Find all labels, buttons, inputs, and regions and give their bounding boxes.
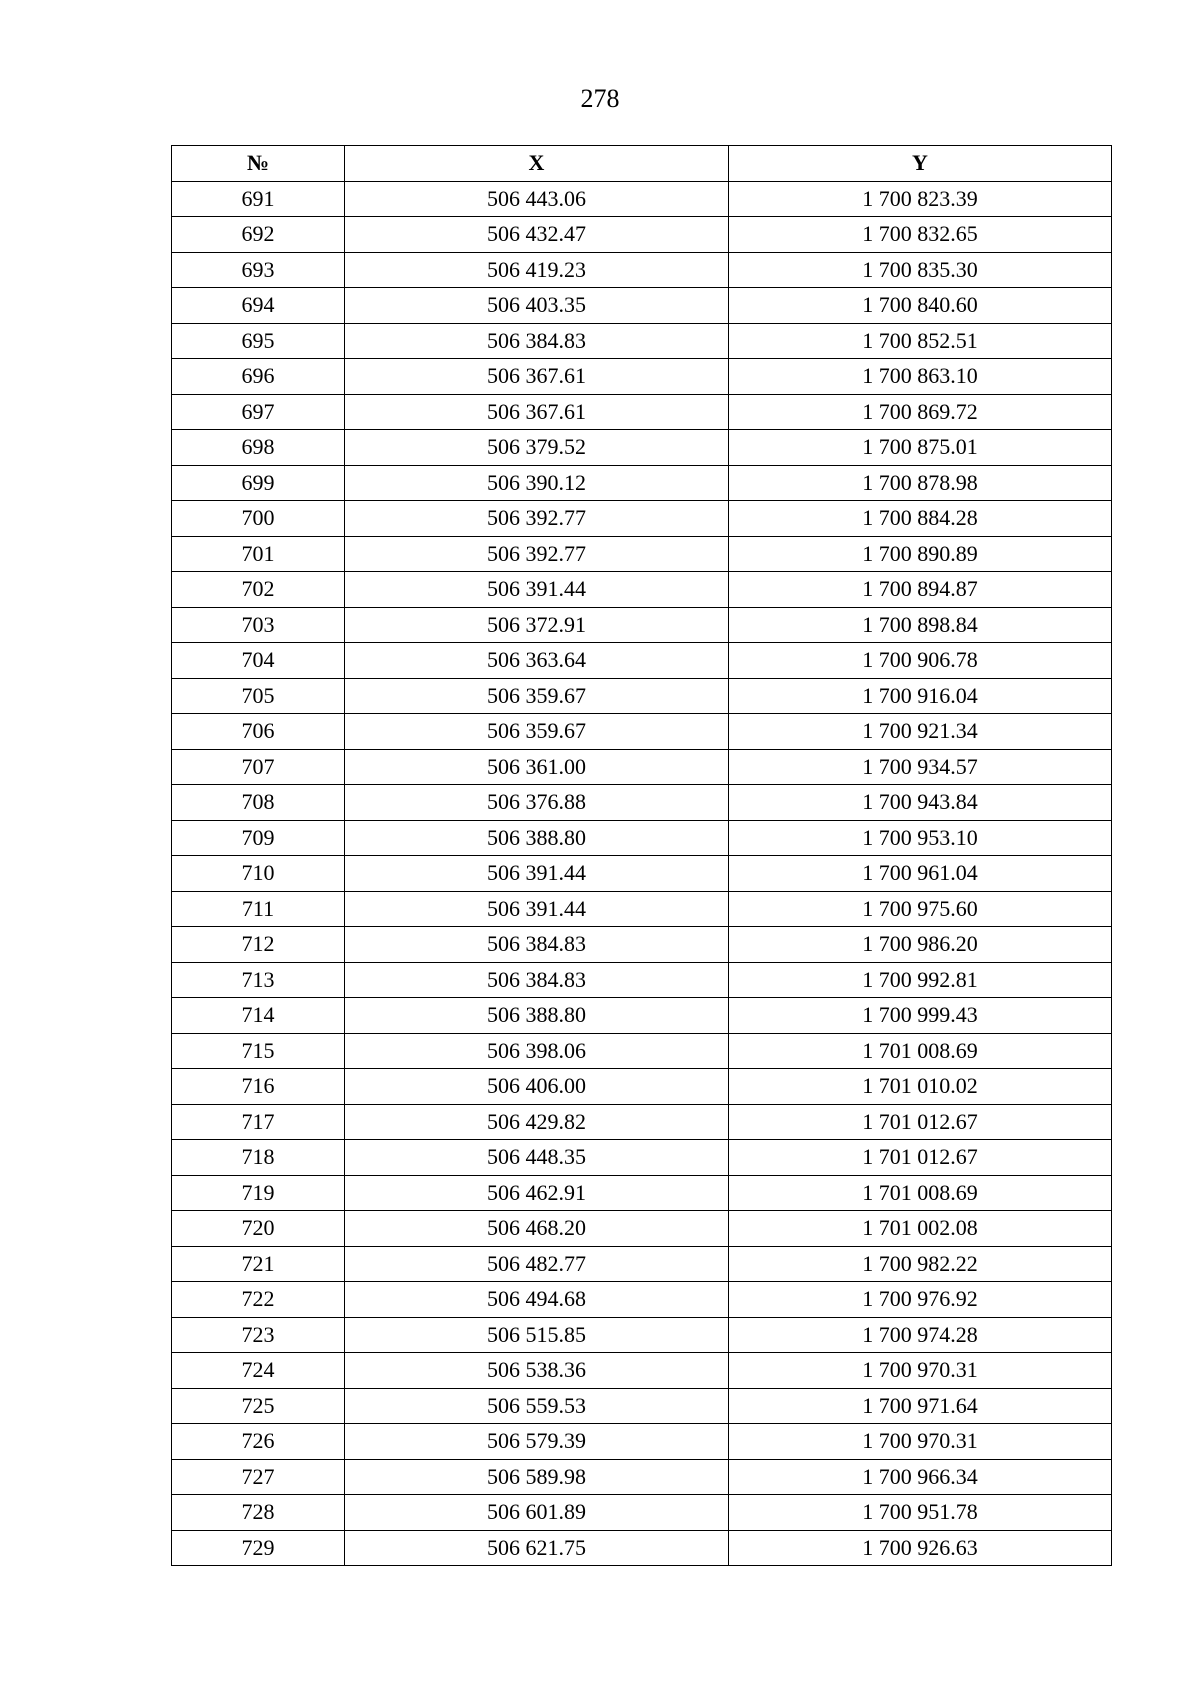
table-row <box>172 678 1112 714</box>
cell-x: 506 392.77 <box>345 501 729 537</box>
header-x: X <box>345 146 729 182</box>
cell-x: 506 367.61 <box>345 359 729 395</box>
cell-y: 1 700 974.28 <box>729 1317 1112 1353</box>
cell-number: 707 <box>172 749 345 785</box>
table-body <box>172 181 1112 1566</box>
cell-y: 1 700 951.78 <box>729 1495 1112 1531</box>
cell-y: 1 700 898.84 <box>729 607 1112 643</box>
cell-number: 695 <box>172 323 345 359</box>
table-row <box>172 785 1112 821</box>
table-row <box>172 288 1112 324</box>
cell-x: 506 538.36 <box>345 1353 729 1389</box>
table-row <box>172 536 1112 572</box>
table-row <box>172 998 1112 1034</box>
cell-number: 723 <box>172 1317 345 1353</box>
table-row <box>172 1495 1112 1531</box>
table-row <box>172 1530 1112 1566</box>
cell-x: 506 392.77 <box>345 536 729 572</box>
cell-y: 1 700 863.10 <box>729 359 1112 395</box>
table-row <box>172 1246 1112 1282</box>
cell-number: 719 <box>172 1175 345 1211</box>
table-row <box>172 1069 1112 1105</box>
cell-x: 506 379.52 <box>345 430 729 466</box>
table-row <box>172 430 1112 466</box>
table-row <box>172 856 1112 892</box>
cell-number: 724 <box>172 1353 345 1389</box>
cell-number: 693 <box>172 252 345 288</box>
cell-x: 506 398.06 <box>345 1033 729 1069</box>
cell-x: 506 384.83 <box>345 323 729 359</box>
cell-number: 725 <box>172 1388 345 1424</box>
cell-x: 506 390.12 <box>345 465 729 501</box>
cell-y: 1 700 999.43 <box>729 998 1112 1034</box>
cell-y: 1 701 002.08 <box>729 1211 1112 1247</box>
table-row <box>172 607 1112 643</box>
cell-number: 714 <box>172 998 345 1034</box>
cell-y: 1 700 878.98 <box>729 465 1112 501</box>
cell-x: 506 391.44 <box>345 856 729 892</box>
cell-number: 704 <box>172 643 345 679</box>
cell-number: 717 <box>172 1104 345 1140</box>
cell-y: 1 700 953.10 <box>729 820 1112 856</box>
cell-x: 506 406.00 <box>345 1069 729 1105</box>
cell-x: 506 388.80 <box>345 998 729 1034</box>
table-row <box>172 394 1112 430</box>
cell-number: 713 <box>172 962 345 998</box>
cell-x: 506 515.85 <box>345 1317 729 1353</box>
cell-y: 1 700 986.20 <box>729 927 1112 963</box>
cell-y: 1 700 976.92 <box>729 1282 1112 1318</box>
cell-number: 711 <box>172 891 345 927</box>
cell-x: 506 372.91 <box>345 607 729 643</box>
cell-number: 705 <box>172 678 345 714</box>
cell-y: 1 700 982.22 <box>729 1246 1112 1282</box>
table-row <box>172 749 1112 785</box>
cell-number: 706 <box>172 714 345 750</box>
table-row <box>172 217 1112 253</box>
cell-y: 1 700 926.63 <box>729 1530 1112 1566</box>
table-row <box>172 181 1112 217</box>
cell-y: 1 700 961.04 <box>729 856 1112 892</box>
table-row <box>172 1424 1112 1460</box>
cell-number: 691 <box>172 181 345 217</box>
cell-x: 506 494.68 <box>345 1282 729 1318</box>
header-number: № <box>172 146 345 182</box>
cell-y: 1 701 012.67 <box>729 1104 1112 1140</box>
cell-number: 692 <box>172 217 345 253</box>
cell-y: 1 700 852.51 <box>729 323 1112 359</box>
cell-x: 506 432.47 <box>345 217 729 253</box>
cell-x: 506 376.88 <box>345 785 729 821</box>
table-row <box>172 927 1112 963</box>
header-y: Y <box>729 146 1112 182</box>
cell-x: 506 419.23 <box>345 252 729 288</box>
cell-number: 701 <box>172 536 345 572</box>
cell-number: 712 <box>172 927 345 963</box>
table-row <box>172 252 1112 288</box>
table-row <box>172 1175 1112 1211</box>
table-row <box>172 962 1112 998</box>
coordinates-table <box>171 145 1112 1566</box>
cell-y: 1 700 975.60 <box>729 891 1112 927</box>
table-row <box>172 714 1112 750</box>
cell-y: 1 700 884.28 <box>729 501 1112 537</box>
cell-x: 506 388.80 <box>345 820 729 856</box>
cell-number: 720 <box>172 1211 345 1247</box>
cell-y: 1 700 894.87 <box>729 572 1112 608</box>
cell-x: 506 384.83 <box>345 927 729 963</box>
cell-y: 1 700 840.60 <box>729 288 1112 324</box>
cell-x: 506 621.75 <box>345 1530 729 1566</box>
table-row <box>172 501 1112 537</box>
table-row <box>172 572 1112 608</box>
cell-number: 708 <box>172 785 345 821</box>
cell-x: 506 448.35 <box>345 1140 729 1176</box>
cell-x: 506 589.98 <box>345 1459 729 1495</box>
table-row <box>172 1388 1112 1424</box>
table-row <box>172 1140 1112 1176</box>
cell-y: 1 700 906.78 <box>729 643 1112 679</box>
cell-y: 1 701 010.02 <box>729 1069 1112 1105</box>
cell-number: 697 <box>172 394 345 430</box>
cell-number: 702 <box>172 572 345 608</box>
cell-number: 726 <box>172 1424 345 1460</box>
cell-x: 506 579.39 <box>345 1424 729 1460</box>
table-header-row <box>172 146 1112 182</box>
cell-number: 721 <box>172 1246 345 1282</box>
table-row <box>172 1459 1112 1495</box>
cell-x: 506 363.64 <box>345 643 729 679</box>
cell-y: 1 700 869.72 <box>729 394 1112 430</box>
cell-number: 718 <box>172 1140 345 1176</box>
table-row <box>172 643 1112 679</box>
cell-y: 1 700 971.64 <box>729 1388 1112 1424</box>
table-row <box>172 1211 1112 1247</box>
cell-x: 506 429.82 <box>345 1104 729 1140</box>
cell-x: 506 601.89 <box>345 1495 729 1531</box>
cell-x: 506 391.44 <box>345 572 729 608</box>
cell-y: 1 700 966.34 <box>729 1459 1112 1495</box>
cell-number: 699 <box>172 465 345 501</box>
cell-x: 506 462.91 <box>345 1175 729 1211</box>
cell-x: 506 468.20 <box>345 1211 729 1247</box>
table-row <box>172 465 1112 501</box>
cell-number: 703 <box>172 607 345 643</box>
cell-x: 506 359.67 <box>345 714 729 750</box>
table-row <box>172 1104 1112 1140</box>
cell-y: 1 700 934.57 <box>729 749 1112 785</box>
table-row <box>172 359 1112 395</box>
cell-number: 696 <box>172 359 345 395</box>
cell-y: 1 700 921.34 <box>729 714 1112 750</box>
table-row <box>172 891 1112 927</box>
cell-y: 1 700 916.04 <box>729 678 1112 714</box>
cell-number: 710 <box>172 856 345 892</box>
cell-number: 694 <box>172 288 345 324</box>
cell-number: 729 <box>172 1530 345 1566</box>
table-row <box>172 323 1112 359</box>
cell-x: 506 361.00 <box>345 749 729 785</box>
cell-number: 716 <box>172 1069 345 1105</box>
cell-y: 1 701 008.69 <box>729 1175 1112 1211</box>
cell-number: 728 <box>172 1495 345 1531</box>
cell-y: 1 700 823.39 <box>729 181 1112 217</box>
cell-number: 727 <box>172 1459 345 1495</box>
cell-number: 700 <box>172 501 345 537</box>
table-row <box>172 1282 1112 1318</box>
cell-x: 506 482.77 <box>345 1246 729 1282</box>
cell-y: 1 700 992.81 <box>729 962 1112 998</box>
cell-x: 506 559.53 <box>345 1388 729 1424</box>
table-row <box>172 1353 1112 1389</box>
cell-y: 1 700 943.84 <box>729 785 1112 821</box>
cell-number: 715 <box>172 1033 345 1069</box>
cell-x: 506 367.61 <box>345 394 729 430</box>
cell-x: 506 443.06 <box>345 181 729 217</box>
cell-y: 1 701 012.67 <box>729 1140 1112 1176</box>
cell-y: 1 700 970.31 <box>729 1353 1112 1389</box>
cell-y: 1 700 970.31 <box>729 1424 1112 1460</box>
cell-x: 506 391.44 <box>345 891 729 927</box>
cell-number: 698 <box>172 430 345 466</box>
cell-x: 506 384.83 <box>345 962 729 998</box>
table-row <box>172 820 1112 856</box>
cell-y: 1 700 890.89 <box>729 536 1112 572</box>
cell-y: 1 701 008.69 <box>729 1033 1112 1069</box>
table-row <box>172 1033 1112 1069</box>
cell-x: 506 359.67 <box>345 678 729 714</box>
cell-y: 1 700 875.01 <box>729 430 1112 466</box>
page-number: 278 <box>580 84 620 113</box>
table-row <box>172 1317 1112 1353</box>
cell-y: 1 700 832.65 <box>729 217 1112 253</box>
cell-number: 709 <box>172 820 345 856</box>
cell-y: 1 700 835.30 <box>729 252 1112 288</box>
cell-number: 722 <box>172 1282 345 1318</box>
cell-x: 506 403.35 <box>345 288 729 324</box>
